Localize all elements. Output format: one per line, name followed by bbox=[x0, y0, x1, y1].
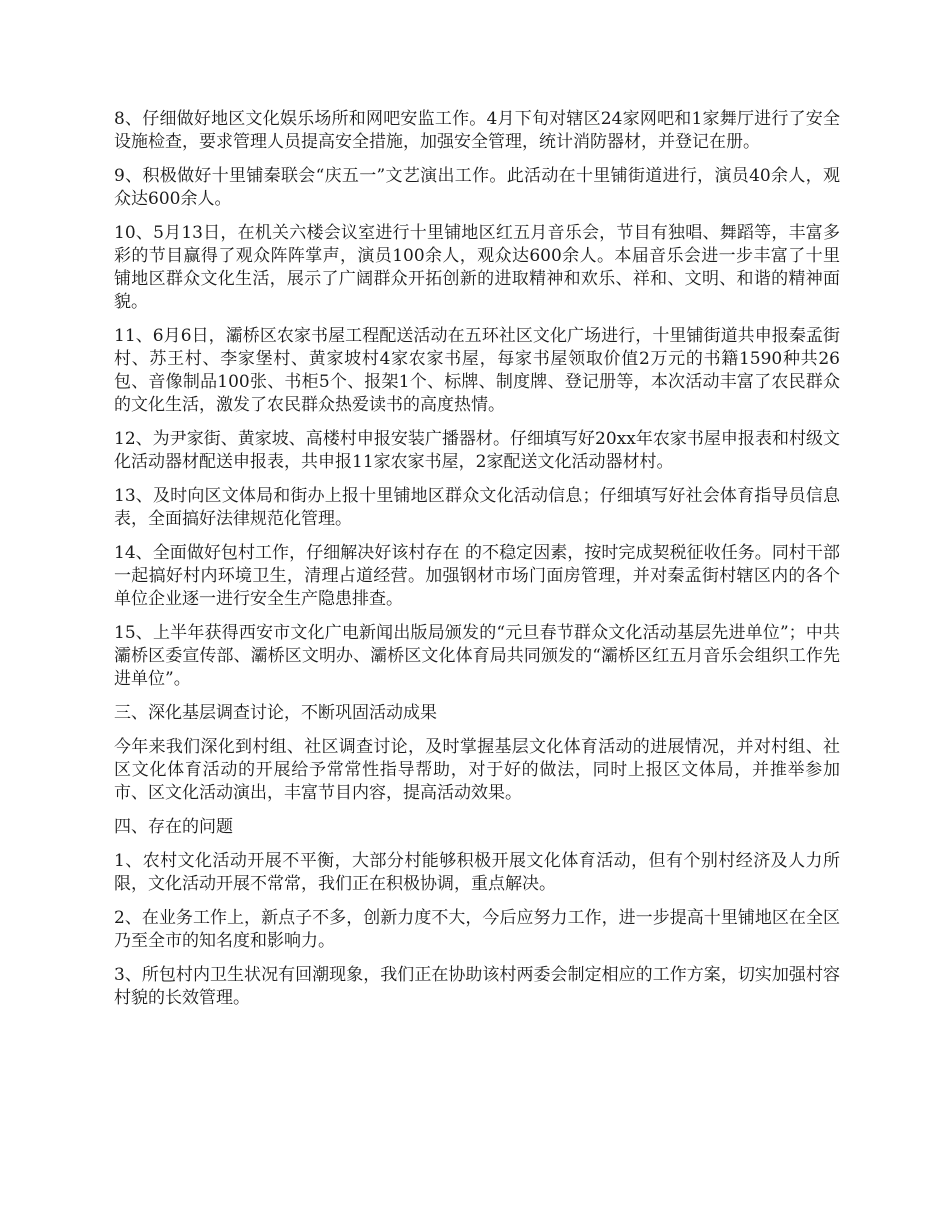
paragraph-item-13: 13、及时向区文体局和街办上报十里铺地区群众文化活动信息；仔细填写好社会体育指导员信息表，全面搞好法律规范化管理。 bbox=[114, 486, 840, 529]
section-heading-three: 三、深化基层调查讨论，不断巩固活动成果 bbox=[114, 703, 437, 723]
paragraph-item-8: 8、仔细做好地区文化娱乐场所和网吧安监工作。4月下旬对辖区24家网吧和1家舞厅进行了安全设施检查，要求管理人员提高安全措施，加强安全管理，统计消防器材，并登记在册。 bbox=[114, 109, 840, 152]
paragraph-item-12: 12、为尹家街、黄家坡、高楼村申报安装广播器材。仔细填写好20xx年农家书屋申报表和村级文化活动器材配送申报表，共申报11家农家书屋，2家配送文化活动器材村。 bbox=[114, 429, 840, 472]
paragraph-item-9: 9、积极做好十里铺秦联会“庆五一”文艺演出工作。此活动在十里铺街道进行，演员40余人，观众达600余人。 bbox=[114, 166, 840, 209]
problem-item-3: 3、所包村内卫生状况有回潮现象，我们正在协助该村两委会制定相应的工作方案，切实加强村容村貌的长效管理。 bbox=[114, 965, 840, 1008]
document-body bbox=[114, 108, 840, 1021]
paragraph-item-10: 10、5月13日，在机关六楼会议室进行十里铺地区红五月音乐会，节目有独唱、舞蹈等，丰富多彩的节目赢得了观众阵阵掌声，演员100余人，观众达600余人。本届音乐会进一步丰富了十里铺地区群众文化生活，展示了广阔群众开拓创新的进取精神和欢乐、祥和、文明、和谐的精神面貌。 bbox=[114, 223, 840, 312]
paragraph-item-14: 14、全面做好包村工作，仔细解决好该村存在 的不稳定因素，按时完成契税征收任务。同村干部一起搞好村内环境卫生，清理占道经营。加强钢材市场门面房管理，并对秦孟街村辖区内的各个单位企业逐一进行安全生产隐患排查。 bbox=[114, 543, 840, 609]
section-heading-four: 四、存在的问题 bbox=[114, 817, 233, 837]
section-three-body: 今年来我们深化到村组、社区调查讨论，及时掌握基层文化体育活动的进展情况，并对村组、社区文化体育活动的开展给予常常性指导帮助，对于好的做法，同时上报区文体局，并推举参加市、区文化活动演出，丰富节目内容，提高活动效果。 bbox=[114, 737, 840, 803]
paragraph-item-11: 11、6月6日，灞桥区农家书屋工程配送活动在五环社区文化广场进行，十里铺街道共申报秦孟街村、苏王村、李家堡村、黄家坡村4家农家书屋，每家书屋领取价值2万元的书籍1590种共26包、音像制品100张、书柜5个、报架1个、标牌、制度牌、登记册等，本次活动丰富了农民群众的文化生活，激发了农民群众热爱读书的高度热情。 bbox=[114, 326, 840, 415]
paragraph-item-15: 15、上半年获得西安市文化广电新闻出版局颁发的“元旦春节群众文化活动基层先进单位”；中共灞桥区委宣传部、灞桥区文明办、灞桥区文化体育局共同颁发的“灞桥区红五月音乐会组织工作先进单位”。 bbox=[114, 623, 840, 689]
problem-item-2: 2、在业务工作上，新点子不多，创新力度不大，今后应努力工作，进一步提高十里铺地区在全区乃至全市的知名度和影响力。 bbox=[114, 908, 840, 951]
problem-item-1: 1、农村文化活动开展不平衡，大部分村能够积极开展文化体育活动，但有个别村经济及人力所限，文化活动开展不常常，我们正在积极协调，重点解决。 bbox=[114, 851, 840, 894]
